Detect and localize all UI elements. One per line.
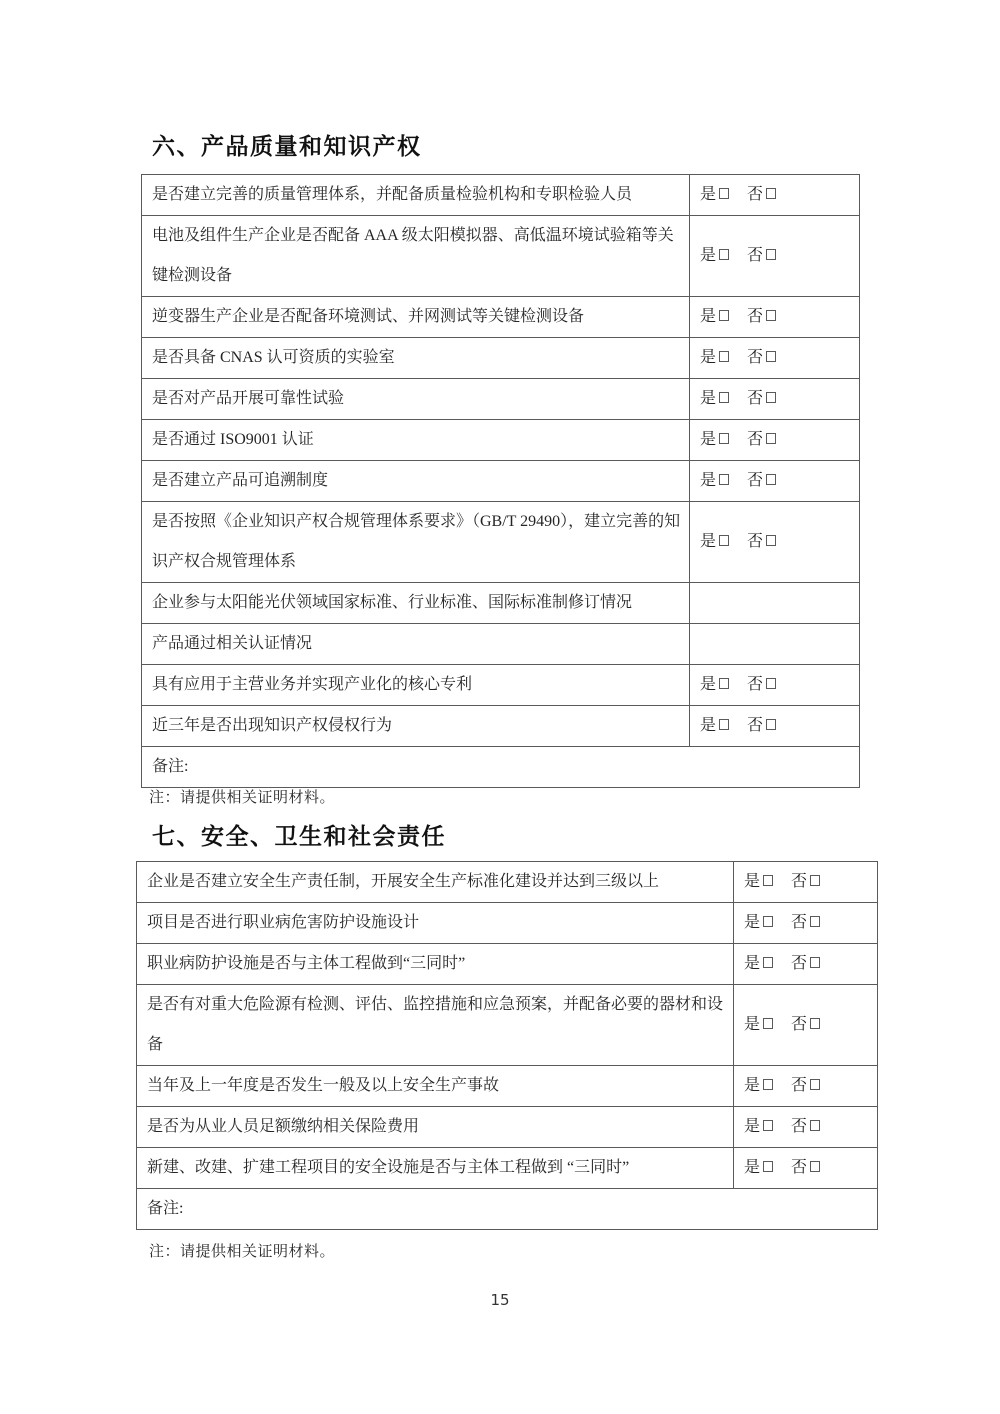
remark-cell: 备注:	[142, 747, 860, 788]
table-row	[142, 338, 860, 379]
yesno-cell	[690, 665, 860, 706]
table-row	[142, 706, 860, 747]
no-checkbox[interactable]	[810, 875, 820, 886]
no-option: 否	[791, 903, 820, 943]
yesno-cell	[690, 379, 860, 420]
no-option: 否	[791, 862, 820, 902]
yes-option: 是	[744, 1107, 773, 1147]
question-cell: 项目是否进行职业病危害防护设施设计	[137, 903, 734, 944]
no-option: 否	[747, 706, 776, 746]
no-option: 否	[747, 236, 776, 276]
remark-cell: 备注:	[137, 1189, 878, 1230]
no-checkbox[interactable]	[810, 957, 820, 968]
yes-checkbox[interactable]	[763, 1018, 773, 1029]
table-row	[137, 903, 878, 944]
no-option: 否	[747, 461, 776, 501]
table-row	[142, 461, 860, 502]
section-6-title: 六、产品质量和知识产权	[152, 133, 422, 159]
no-option: 否	[747, 175, 776, 215]
yesno-cell	[734, 1107, 878, 1148]
yes-checkbox[interactable]	[763, 957, 773, 968]
no-checkbox[interactable]	[810, 916, 820, 927]
yesno-cell	[734, 903, 878, 944]
question-cell: 是否有对重大危险源有检测、评估、监控措施和应急预案，并配备必要的器材和设备	[137, 985, 734, 1066]
yes-option: 是	[744, 1066, 773, 1106]
yesno-cell	[690, 297, 860, 338]
yes-checkbox[interactable]	[763, 916, 773, 927]
yes-option: 是	[744, 944, 773, 984]
no-checkbox[interactable]	[766, 719, 776, 730]
no-checkbox[interactable]	[810, 1079, 820, 1090]
yes-checkbox[interactable]	[719, 351, 729, 362]
yesno-cell	[690, 338, 860, 379]
yesno-cell	[690, 420, 860, 461]
table-row	[142, 175, 860, 216]
quality-ip-table	[141, 174, 860, 788]
yes-checkbox[interactable]	[719, 535, 729, 546]
question-cell: 是否通过 ISO9001 认证	[142, 420, 690, 461]
section-6-note: 注：请提供相关证明材料。	[149, 790, 336, 806]
yesno-cell	[690, 624, 860, 665]
yes-option: 是	[700, 379, 729, 419]
yesno-cell	[690, 461, 860, 502]
yes-checkbox[interactable]	[719, 678, 729, 689]
yes-checkbox[interactable]	[763, 1161, 773, 1172]
no-option: 否	[747, 297, 776, 337]
yesno-cell	[690, 502, 860, 583]
yesno-cell	[734, 985, 878, 1066]
yes-checkbox[interactable]	[719, 249, 729, 260]
no-option: 否	[791, 1148, 820, 1188]
no-checkbox[interactable]	[810, 1161, 820, 1172]
yes-option: 是	[700, 706, 729, 746]
table-row	[137, 1189, 878, 1230]
safety-health-table	[136, 861, 878, 1230]
question-cell: 电池及组件生产企业是否配备 AAA 级太阳模拟器、高低温环境试验箱等关键检测设备	[142, 216, 690, 297]
yes-checkbox[interactable]	[719, 310, 729, 321]
no-option: 否	[791, 1066, 820, 1106]
no-option: 否	[747, 420, 776, 460]
safety-health-table-body	[137, 862, 878, 1230]
question-cell: 是否对产品开展可靠性试验	[142, 379, 690, 420]
yes-checkbox[interactable]	[719, 719, 729, 730]
table-row	[142, 216, 860, 297]
no-checkbox[interactable]	[766, 351, 776, 362]
no-option: 否	[747, 379, 776, 419]
question-cell: 是否建立完善的质量管理体系，并配备质量检验机构和专职检验人员	[142, 175, 690, 216]
yes-option: 是	[700, 338, 729, 378]
no-checkbox[interactable]	[810, 1120, 820, 1131]
yesno-cell	[734, 944, 878, 985]
no-checkbox[interactable]	[766, 188, 776, 199]
yes-option: 是	[700, 522, 729, 562]
table-row	[142, 502, 860, 583]
no-checkbox[interactable]	[766, 310, 776, 321]
table-row	[142, 665, 860, 706]
yes-checkbox[interactable]	[763, 875, 773, 886]
question-cell: 企业是否建立安全生产责任制，开展安全生产标准化建设并达到三级以上	[137, 862, 734, 903]
no-option: 否	[791, 944, 820, 984]
yesno-cell	[690, 583, 860, 624]
table-row	[142, 583, 860, 624]
yesno-cell	[690, 216, 860, 297]
table-row	[142, 624, 860, 665]
no-checkbox[interactable]	[766, 249, 776, 260]
yes-option: 是	[700, 297, 729, 337]
no-checkbox[interactable]	[766, 392, 776, 403]
question-cell: 逆变器生产企业是否配备环境测试、并网测试等关键检测设备	[142, 297, 690, 338]
yesno-cell	[690, 706, 860, 747]
table-row	[137, 944, 878, 985]
section-7-note: 注：请提供相关证明材料。	[149, 1244, 336, 1260]
yes-option: 是	[700, 420, 729, 460]
question-cell: 企业参与太阳能光伏领域国家标准、行业标准、国际标准制修订情况	[142, 583, 690, 624]
table-row	[142, 747, 860, 788]
table-row	[142, 297, 860, 338]
table-row	[137, 1148, 878, 1189]
no-checkbox[interactable]	[810, 1018, 820, 1029]
yes-option: 是	[700, 175, 729, 215]
no-checkbox[interactable]	[766, 433, 776, 444]
yes-checkbox[interactable]	[719, 474, 729, 485]
yesno-cell	[734, 1066, 878, 1107]
yesno-cell	[734, 1148, 878, 1189]
table-row	[137, 985, 878, 1066]
yesno-cell	[690, 175, 860, 216]
quality-ip-table-body	[142, 175, 860, 788]
question-cell: 近三年是否出现知识产权侵权行为	[142, 706, 690, 747]
section-7-title: 七、安全、卫生和社会责任	[152, 823, 446, 849]
no-option: 否	[747, 522, 776, 562]
no-option: 否	[791, 1107, 820, 1147]
yes-checkbox[interactable]	[719, 433, 729, 444]
table-row	[137, 862, 878, 903]
no-option: 否	[747, 665, 776, 705]
no-checkbox[interactable]	[766, 535, 776, 546]
question-cell: 产品通过相关认证情况	[142, 624, 690, 665]
no-option: 否	[747, 338, 776, 378]
no-option: 否	[791, 1005, 820, 1045]
yes-option: 是	[744, 1148, 773, 1188]
table-row	[142, 379, 860, 420]
page-number: 15	[490, 1291, 510, 1309]
yes-option: 是	[700, 236, 729, 276]
yes-option: 是	[744, 1005, 773, 1045]
question-cell: 具有应用于主营业务并实现产业化的核心专利	[142, 665, 690, 706]
question-cell: 职业病防护设施是否与主体工程做到“三同时”	[137, 944, 734, 985]
question-cell: 是否为从业人员足额缴纳相关保险费用	[137, 1107, 734, 1148]
no-checkbox[interactable]	[766, 678, 776, 689]
yes-checkbox[interactable]	[763, 1120, 773, 1131]
question-cell: 新建、改建、扩建工程项目的安全设施是否与主体工程做到 “三同时”	[137, 1148, 734, 1189]
question-cell: 当年及上一年度是否发生一般及以上安全生产事故	[137, 1066, 734, 1107]
yes-option: 是	[700, 665, 729, 705]
table-row	[137, 1107, 878, 1148]
table-row	[142, 420, 860, 461]
question-cell: 是否按照《企业知识产权合规管理体系要求》（GB/T 29490），建立完善的知识产权合规管理体系	[142, 502, 690, 583]
yes-checkbox[interactable]	[763, 1079, 773, 1090]
table-row	[137, 1066, 878, 1107]
question-cell: 是否建立产品可追溯制度	[142, 461, 690, 502]
yes-option: 是	[700, 461, 729, 501]
yes-option: 是	[744, 903, 773, 943]
yes-option: 是	[744, 862, 773, 902]
yes-checkbox[interactable]	[719, 188, 729, 199]
question-cell: 是否具备 CNAS 认可资质的实验室	[142, 338, 690, 379]
no-checkbox[interactable]	[766, 474, 776, 485]
yes-checkbox[interactable]	[719, 392, 729, 403]
yesno-cell	[734, 862, 878, 903]
